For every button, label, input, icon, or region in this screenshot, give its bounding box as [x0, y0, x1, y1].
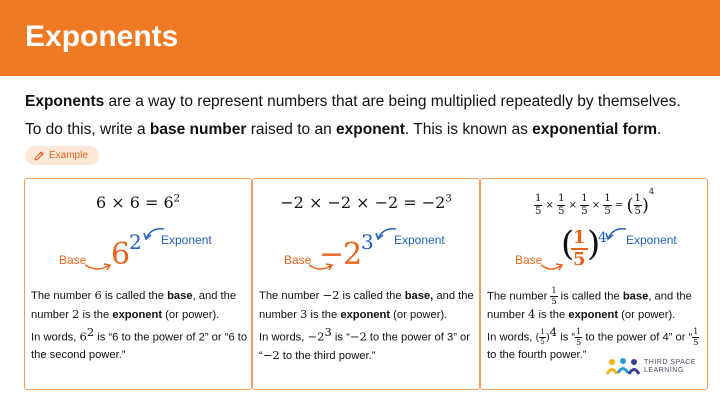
desc-frac-num: 1: [540, 328, 545, 337]
desc-math: 3: [300, 306, 308, 321]
base-label: Base: [59, 253, 87, 267]
intro-text: To do this, write a: [25, 121, 150, 138]
example-tag-label: Example: [49, 150, 88, 161]
big-base-fraction: [571, 229, 588, 269]
intro-text: are a way to represent numbers that are being multiplied repeatedly by themselves.: [104, 93, 681, 110]
desc-text: The number: [31, 290, 95, 302]
equation-text: 6 × 6 = 6: [95, 193, 174, 212]
base-label: Base: [515, 253, 543, 267]
desc-text: (or power).: [390, 308, 448, 321]
desc-math: −2: [349, 329, 367, 344]
times-sign: ×: [545, 200, 554, 211]
desc-text: to the power of 4” or “: [582, 331, 693, 344]
equals-sign: =: [614, 200, 624, 211]
exponent-label: Exponent: [394, 233, 445, 247]
desc-text: In words,: [259, 331, 308, 344]
example-card-2: [252, 178, 480, 390]
intro-text: . This is known as: [404, 121, 533, 138]
desc-text: , and the number: [31, 290, 237, 321]
desc-text: is the: [307, 308, 341, 321]
desc-text: is called the: [339, 290, 405, 302]
desc-math-paren: ): [545, 332, 550, 344]
desc-fraction: [550, 287, 557, 306]
desc-text: to the third power.”: [279, 350, 376, 363]
desc-keyword: base: [167, 290, 193, 302]
example-tag: [25, 146, 99, 165]
big-open-paren: (: [561, 224, 575, 264]
fraction: [580, 194, 588, 217]
fraction-denominator: 5: [604, 206, 611, 217]
equation: [481, 187, 707, 217]
example-card-1: [24, 178, 252, 390]
page-title: Exponents: [25, 20, 179, 53]
desc-text: is “: [557, 331, 576, 344]
fraction-numerator: 1: [534, 193, 542, 204]
desc-text: is the: [79, 308, 113, 321]
fraction-denominator: 5: [581, 206, 588, 217]
desc-text: (or power).: [162, 308, 220, 321]
fraction-denominator: 5: [634, 206, 641, 217]
intro-line-2: [25, 121, 661, 139]
exponent-label: Exponent: [626, 233, 677, 247]
fraction: [603, 194, 611, 217]
exponent-label: Exponent: [161, 233, 212, 247]
close-paren: ): [641, 195, 649, 216]
logo-people-icon: [606, 356, 640, 378]
desc-text: and the number: [259, 290, 474, 321]
desc-keyword: exponent: [112, 308, 163, 321]
logo-text: [644, 359, 696, 375]
fraction-numerator: 1: [581, 193, 588, 204]
big-base-numerator: 1: [573, 227, 586, 248]
desc-math-paren: (: [535, 332, 540, 344]
equation: [25, 193, 251, 212]
pencil-icon: [33, 150, 45, 162]
intro-text: .: [657, 121, 662, 138]
fraction-numerator: 1: [558, 193, 565, 204]
fraction-denominator: 5: [534, 206, 542, 217]
intro-keyword: base number: [149, 121, 247, 138]
fraction: [534, 194, 542, 217]
desc-math: 4: [528, 307, 536, 321]
desc-frac-den: 5: [576, 338, 582, 348]
desc-math: −2: [307, 329, 325, 344]
desc-text: is called the: [557, 290, 623, 303]
equation-power: 4: [648, 187, 655, 196]
equation: [253, 193, 479, 212]
desc-frac-num: 1: [576, 327, 582, 337]
big-exponent: 3: [361, 230, 374, 254]
intro-keyword: exponent: [336, 121, 405, 138]
fraction: [557, 194, 565, 217]
desc-keyword: exponent: [340, 308, 391, 321]
third-space-learning-logo: [606, 356, 696, 378]
desc-fraction: [692, 328, 699, 347]
desc-math: −2: [322, 288, 340, 302]
desc-frac-num: 1: [693, 327, 699, 337]
logo-line-1: THIRD SPACE: [644, 359, 697, 366]
big-close-paren: ): [587, 224, 601, 264]
example-description: [487, 287, 705, 364]
base-label: Base: [284, 253, 312, 267]
desc-text: In words,: [487, 331, 536, 344]
big-base: 2: [343, 237, 363, 272]
desc-frac-den: 5: [551, 297, 557, 306]
logo-line-2: LEARNING: [644, 367, 684, 374]
desc-text: to the fourth power.”: [487, 349, 587, 362]
times-sign: ×: [591, 200, 601, 211]
desc-keyword: base: [622, 290, 649, 303]
equation-power: 3: [445, 193, 452, 205]
open-paren: (: [626, 195, 634, 216]
fraction-numerator: 1: [604, 193, 611, 204]
desc-math: 2: [72, 306, 80, 321]
big-base-denominator: 5: [573, 249, 586, 270]
desc-math: 6: [94, 288, 102, 302]
desc-text: is the: [535, 309, 569, 321]
desc-keyword: exponent: [568, 309, 619, 321]
desc-math: 4: [549, 325, 558, 339]
intro-keyword: exponential form: [532, 121, 658, 138]
desc-frac-den: 5: [693, 338, 699, 348]
desc-text: The number: [487, 290, 551, 303]
desc-math: 3: [324, 325, 332, 339]
big-exponent: 2: [129, 230, 142, 254]
desc-text: is “: [331, 331, 350, 344]
desc-math: −2: [262, 348, 280, 363]
times-sign: ×: [568, 200, 578, 211]
big-exponent: 4: [598, 230, 607, 246]
big-base: 6: [111, 237, 131, 272]
desc-text: In words,: [31, 331, 80, 344]
fraction-denominator: 5: [558, 206, 565, 217]
intro-line-1: [25, 93, 681, 111]
example-description: [259, 287, 477, 366]
intro-text: raised to an: [246, 121, 337, 138]
equation-power: 2: [173, 193, 181, 205]
desc-text: to the power of 3” or “: [259, 331, 470, 363]
desc-text: , and the number: [487, 290, 692, 321]
header-banner: [0, 0, 720, 76]
desc-frac-num: 1: [551, 286, 557, 295]
big-base-sign: −: [319, 237, 345, 272]
intro-keyword: Exponents: [25, 93, 105, 110]
desc-text: The number: [259, 290, 323, 302]
desc-math: 6: [79, 329, 87, 344]
desc-text: is “6 to the power of 2” or “6 to the second power.”: [31, 331, 248, 362]
fraction: [634, 194, 642, 217]
desc-text: is called the: [101, 290, 168, 302]
exponent-arrow-icon: [605, 223, 627, 243]
desc-text: (or power).: [618, 309, 676, 321]
desc-math: 2: [86, 325, 95, 339]
example-description: [31, 287, 249, 365]
base-arrow-icon: [83, 257, 113, 273]
desc-keyword: base,: [404, 290, 434, 302]
equation-text: −2 × −2 × −2 = −2: [280, 193, 446, 212]
desc-frac-den: 5: [540, 338, 545, 347]
fraction-numerator: 1: [634, 193, 641, 204]
